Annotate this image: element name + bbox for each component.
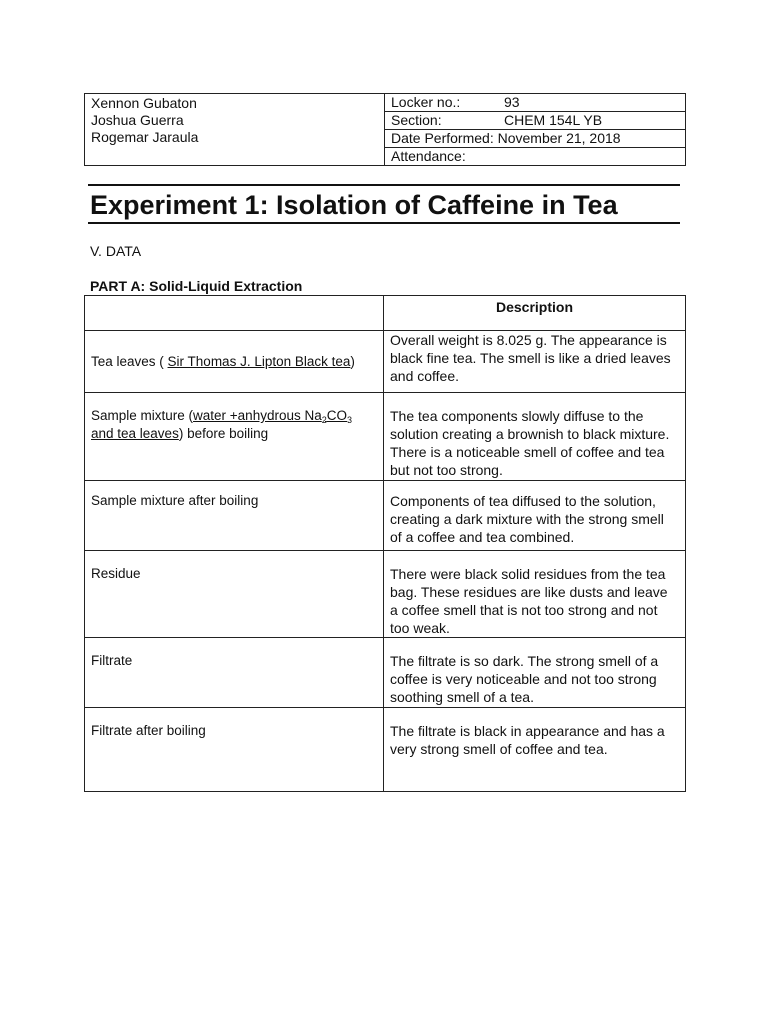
row-description [384,331,686,393]
table-row [85,708,686,792]
row-label [85,393,384,481]
date-label: Date Performed: [391,130,494,146]
subscript: 2 [321,415,327,425]
row-label-underlined [193,408,352,423]
member-name: Rogemar Jaraula [91,129,199,145]
section-label: Section: [391,112,442,128]
row-description [384,708,686,792]
table-header-row [85,296,686,331]
row-label [85,481,384,551]
locker-field [385,94,686,112]
row-label [85,331,384,393]
row-description [384,481,686,551]
row-label-prefix: Tea leaves ( [91,353,168,369]
row-description-text: The tea components slowly diffuse to the solution creating a brownish to black mixture. There is a noticeable smell of coffee and tea but not too strong. [390,408,670,478]
row-label-part: water +anhydrous Na [193,408,322,423]
table-row [85,481,686,551]
row-description [384,638,686,708]
row-label [85,708,384,792]
table-row [85,551,686,638]
row-label-text: Residue [91,566,141,581]
title-rule-top [88,184,680,186]
row-description-text: Overall weight is 8.025 g. The appearance is black fine tea. The smell is like a dried leaves and coffee. [390,332,671,384]
column-header-blank [85,296,384,331]
title-rule-bottom [88,222,680,224]
section-field [385,112,686,130]
locker-label: Locker no.: [391,94,461,110]
row-label-text: Filtrate after boiling [91,723,206,738]
row-description-text: The filtrate is so dark. The strong smell of a coffee is very noticeable and not too strong soothing smell of a tea. [390,653,659,705]
header-info-table [84,93,686,166]
row-label-suffix: ) before boiling [178,426,269,441]
locker-value: 93 [504,94,520,110]
member-name: Xennon Gubaton [91,95,197,111]
row-label-prefix: Sample mixture ( [91,408,194,423]
row-description-text: There were black solid residues from the tea bag. These residues are like dusts and leave a coffee smell that is not too strong and not too weak. [390,566,668,636]
row-label-underlined: Sir Thomas J. Lipton Black tea [167,353,351,369]
experiment-title: Experiment 1: Isolation of Caffeine in Tea [90,190,618,220]
data-table [84,295,686,792]
date-value: November 21, 2018 [497,130,621,146]
date-field [385,130,686,148]
row-description [384,393,686,481]
row-description-text: The filtrate is black in appearance and has a very strong smell of coffee and tea. [390,723,665,757]
table-row [85,331,686,393]
member-name: Joshua Guerra [91,112,184,128]
table-row [85,638,686,708]
part-heading: PART A: Solid-Liquid Extraction [90,278,303,294]
table-row [85,393,686,481]
row-label-suffix: ) [350,353,355,369]
row-description-text: Components of tea diffused to the solution, creating a dark mixture with the strong smell of a coffee and tea combined. [390,493,664,545]
column-header-description-text: Description [495,299,573,315]
row-label-text: Sample mixture after boiling [91,493,259,508]
row-label-text: Filtrate [91,653,133,668]
attendance-label: Attendance: [391,148,466,164]
attendance-field [385,148,686,166]
section-heading: V. DATA [90,243,142,259]
row-label [85,551,384,638]
section-value: CHEM 154L YB [504,112,603,128]
row-label [85,638,384,708]
row-label-part: CO [326,408,347,423]
subscript: 3 [347,415,353,425]
column-header-description [384,296,686,331]
row-label-underlined: and tea leaves [91,426,179,441]
row-description [384,551,686,638]
group-members [85,94,385,166]
